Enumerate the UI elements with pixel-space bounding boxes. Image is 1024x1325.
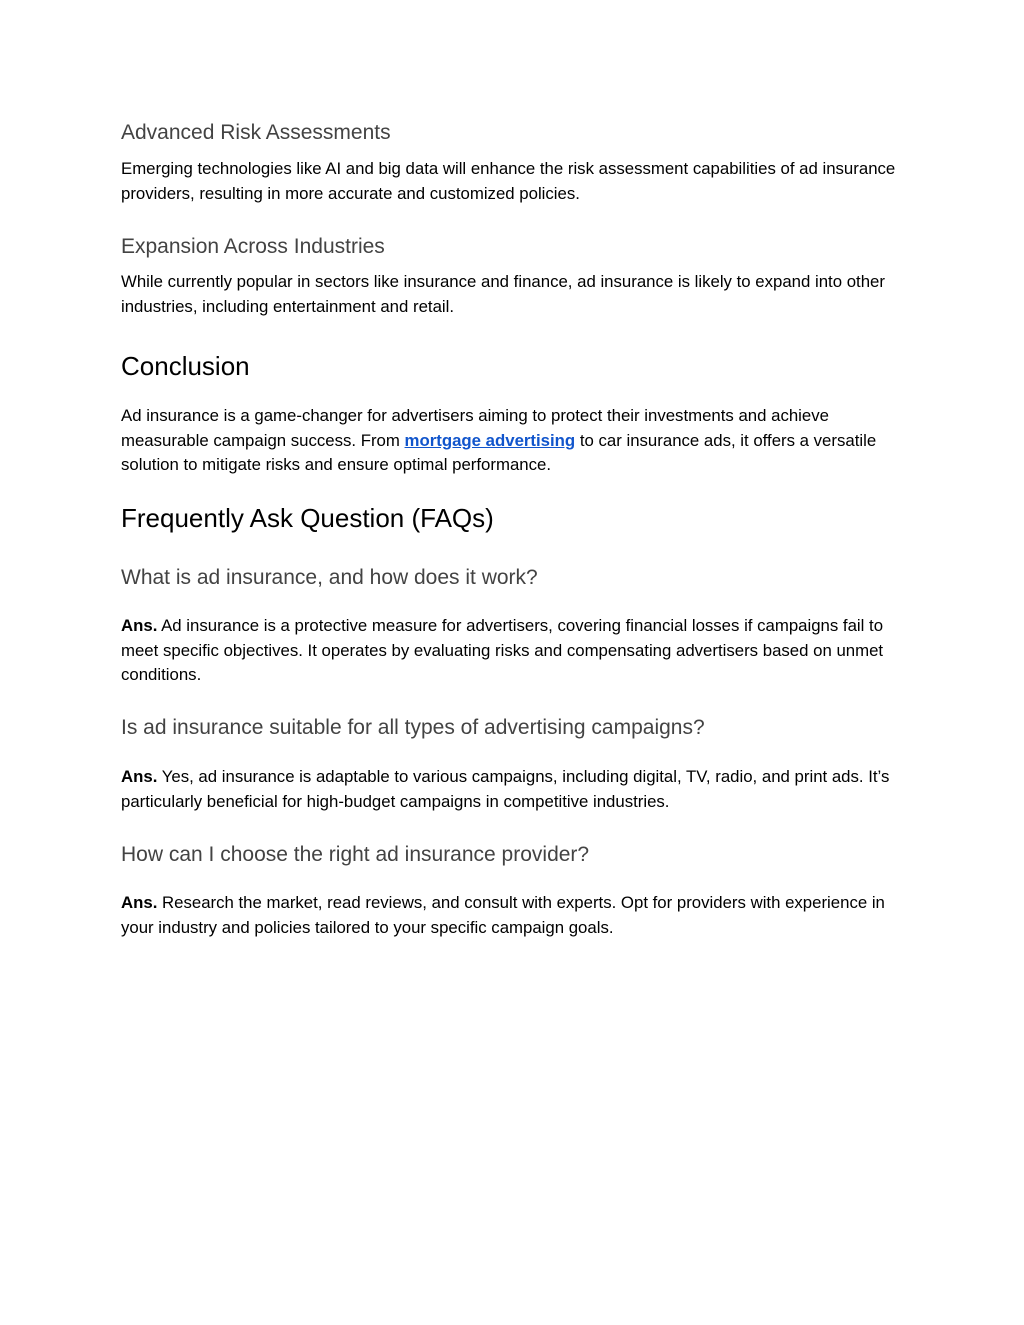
faq-question-2: Is ad insurance suitable for all types of advertising campaigns? <box>121 716 705 739</box>
faq-answer-text: Research the market, read reviews, and consult with experts. Opt for providers with experience in your industry and policies tailored to your specific campaign goals. <box>121 893 885 937</box>
faq-answer-2 <box>121 765 911 814</box>
heading-advanced-risk: Advanced Risk Assessments <box>121 121 391 144</box>
faq-question-3: How can I choose the right ad insurance provider? <box>121 843 590 866</box>
paragraph-expansion: While currently popular in sectors like insurance and finance, ad insurance is likely to expand into other industries, including entertainment and retail. <box>121 272 885 316</box>
heading-expansion: Expansion Across Industries <box>121 235 385 258</box>
conclusion-text-before: Ad insurance is a game-changer for advertisers aiming to protect their investments and achieve measurable campaign success. From <box>121 406 829 450</box>
heading-faqs: Frequently Ask Question (FAQs) <box>121 503 494 533</box>
faq-question-1: What is ad insurance, and how does it work? <box>121 566 538 589</box>
faq-answer-3 <box>121 891 911 940</box>
faq-answer-1 <box>121 614 911 688</box>
answer-prefix: Ans. <box>121 893 158 912</box>
paragraph-advanced-risk: Emerging technologies like AI and big data will enhance the risk assessment capabilities of ad insurance providers, resulting in more accurate and customized policies. <box>121 159 896 203</box>
answer-prefix: Ans. <box>121 767 158 786</box>
faq-answer-text: Yes, ad insurance is adaptable to various campaigns, including digital, TV, radio, and print ads. It’s particularly beneficial for high-budget campaigns in competitive industries. <box>121 767 890 811</box>
faq-answer-text: Ad insurance is a protective measure for advertisers, covering financial losses if campaigns fail to meet specific objectives. It operates by evaluating risks and compensating advertisers based on unmet conditions. <box>121 616 884 684</box>
conclusion-text-after: to car insurance ads, it offers a versatile solution to mitigate risks and ensure optimal performance. <box>121 430 877 474</box>
heading-conclusion: Conclusion <box>121 351 250 381</box>
answer-prefix: Ans. <box>121 616 158 635</box>
paragraph-conclusion <box>121 404 911 478</box>
mortgage-advertising-link[interactable]: mortgage advertising <box>404 430 576 450</box>
